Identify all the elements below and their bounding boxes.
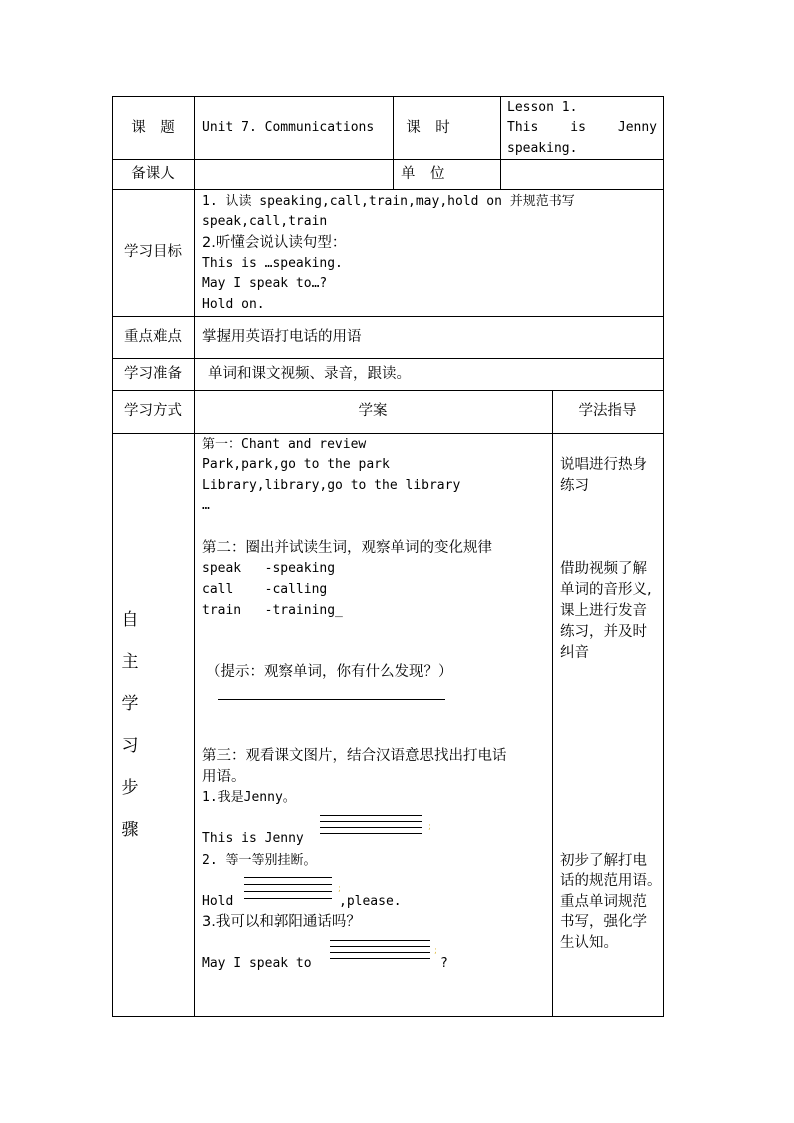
step3-item3-en-before: May I speak to [202, 956, 312, 971]
guide-note-line: 书写，强化学 [560, 914, 647, 930]
step3-title-line2: 用语。 [202, 769, 246, 785]
topic-label: 课 题 [131, 120, 175, 136]
label-char: 步 [121, 778, 139, 798]
preparer-label: 备课人 [131, 166, 175, 182]
step1-line: Park,park,go to the park [202, 457, 390, 472]
key-points-value: 掌握用英语打电话的用语 [202, 329, 362, 345]
step3-item1-zh: 1.我是Jenny。 [202, 790, 296, 805]
guide-note-line: 初步了解打电 [560, 853, 647, 869]
guide-note-line: 重点单词规范 [560, 894, 647, 910]
step3-item2-en-before: Hold [202, 894, 234, 909]
topic-value: Unit 7. Communications [202, 120, 375, 135]
guide-note-line: 纠音 [560, 645, 589, 661]
label-char: 骤 [121, 820, 139, 840]
guide-note-line: 话的规范用语。 [560, 873, 662, 889]
key-points-label: 重点难点 [124, 329, 182, 345]
label-char: 自 [121, 610, 139, 630]
step2-line: speak -speaking [202, 561, 336, 576]
guide-note-line: 单词的音形义, [560, 582, 652, 598]
step3-title-line1: 第三：观看课文图片，结合汉语意思找出打电话 [202, 748, 507, 764]
period-value-line-3: speaking. [507, 141, 578, 156]
unit-label: 单 位 [401, 166, 445, 182]
objective-line: 2.听懂会说认读句型： [202, 235, 347, 251]
objective-line: Hold on. [202, 297, 265, 312]
label-char: 学 [121, 694, 139, 714]
guide-note-line: 练习，并及时 [560, 624, 647, 640]
objective-line: This is …speaking. [202, 256, 343, 271]
method-label: 学习方式 [124, 403, 182, 419]
period-label: 课 时 [406, 120, 450, 136]
plan-header: 学案 [358, 403, 388, 419]
objective-line: May I speak to…? [202, 276, 328, 291]
label-char: 主 [121, 652, 139, 672]
preparation-value: 单词和课文视频、录音，跟读。 [208, 366, 411, 382]
step3-item1-en: This is Jenny [202, 831, 304, 846]
guide-note-line: 说唱进行热身 [560, 457, 647, 473]
period-value-line-1: Lesson 1. [507, 100, 578, 115]
step3-item3-zh: 3.我可以和郭阳通话吗？ [202, 914, 361, 930]
step2-line: train -training_ [202, 603, 343, 618]
step3-item3-en-after: ? [440, 956, 448, 971]
step2-line: call -calling [202, 582, 328, 597]
answer-line [218, 699, 445, 700]
guide-note-line: 生认知。 [560, 935, 618, 951]
step3-item2-en-after: ,please. [339, 894, 402, 909]
objectives-label: 学习目标 [124, 244, 182, 260]
step2-title: 第二：圈出并试读生词，观察单词的变化规律 [202, 540, 492, 556]
step3-item2-zh: 2. 等一等别挂断。 [202, 853, 317, 868]
step1-line: Library,library,go to the library [202, 478, 461, 493]
label-char: 习 [121, 736, 139, 756]
step2-hint: （提示：观察单词，你有什么发现？） [206, 664, 453, 680]
preparation-label: 学习准备 [124, 366, 182, 382]
guide-header: 学法指导 [578, 403, 637, 419]
objective-line: 1. 认读 speaking,call,train,may,hold on 并规范书写 [202, 194, 575, 209]
step1-line: … [202, 498, 210, 513]
guide-note-line: 课上进行发音 [560, 603, 647, 619]
guide-note-line: 借助视频了解 [560, 561, 647, 577]
guide-note-line: 练习 [560, 478, 589, 494]
period-value-line-2: This is Jenny [507, 120, 657, 135]
objective-line: speak,call,train [202, 214, 328, 229]
step1-title: 第一：Chant and review [202, 437, 367, 452]
